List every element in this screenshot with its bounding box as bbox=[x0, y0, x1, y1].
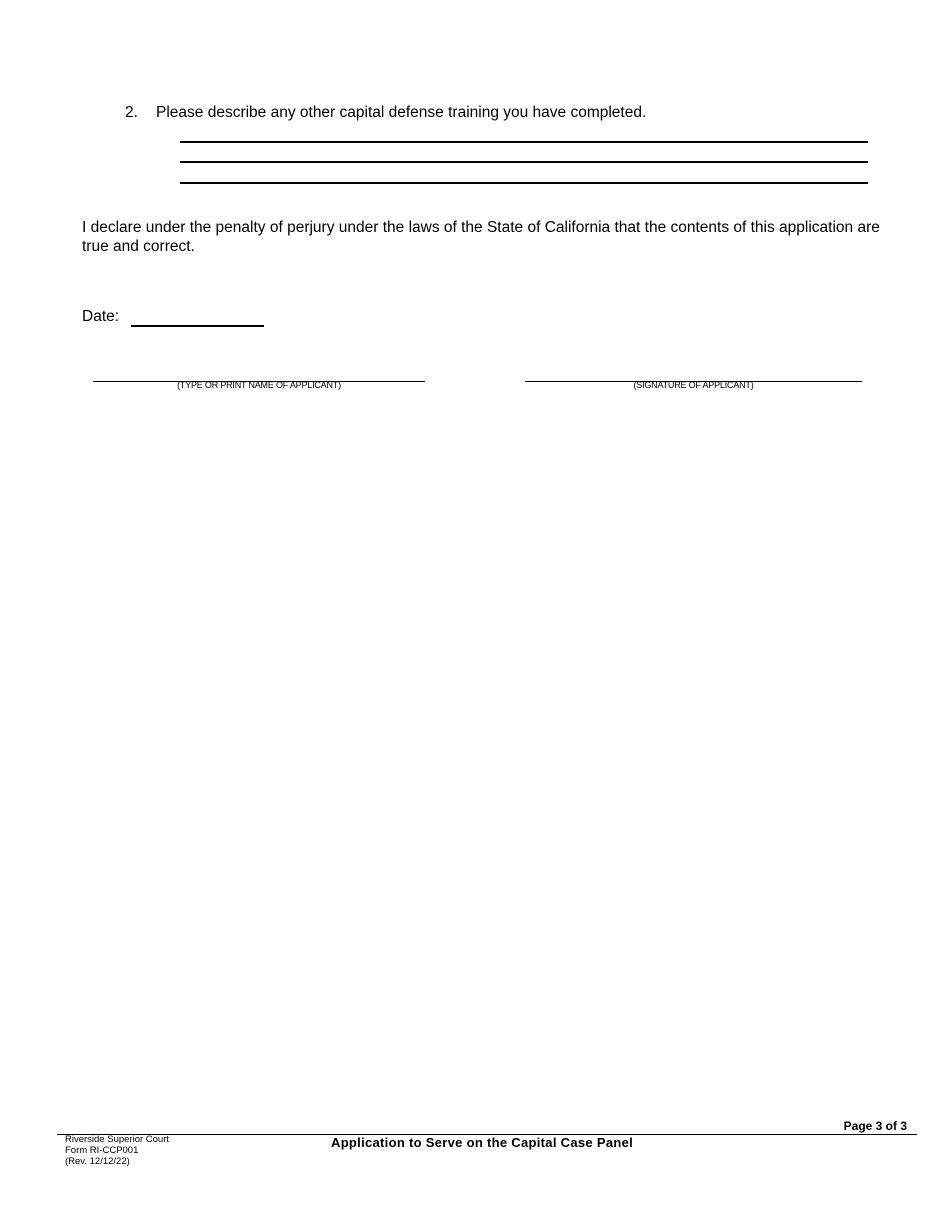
footer-form-info bbox=[65, 1134, 169, 1167]
date-label: Date: bbox=[82, 308, 120, 325]
answer-line-3[interactable] bbox=[180, 182, 868, 184]
date-field[interactable] bbox=[131, 325, 264, 327]
answer-line-2[interactable] bbox=[180, 161, 868, 163]
question-number: 2. bbox=[125, 104, 138, 121]
footer-court: Riverside Superior Court bbox=[65, 1134, 170, 1145]
applicant-name-caption: (TYPE OR PRINT NAME OF APPLICANT) bbox=[177, 380, 341, 390]
applicant-signature-caption: (SIGNATURE OF APPLICANT) bbox=[633, 380, 754, 390]
footer-form-number: Form RI-CCP001 bbox=[65, 1145, 139, 1156]
page-number: Page 3 of 3 bbox=[843, 1119, 907, 1133]
footer-revision: (Rev. 12/12/22) bbox=[65, 1156, 130, 1167]
answer-line-1[interactable] bbox=[180, 141, 868, 143]
footer-form-title: Application to Serve on the Capital Case Panel bbox=[331, 1135, 634, 1150]
declaration-text: I declare under the penalty of perjury under the laws of the State of California that the contents of this application are true and correct. bbox=[82, 219, 880, 255]
question-text: Please describe any other capital defense training you have completed. bbox=[156, 104, 647, 121]
